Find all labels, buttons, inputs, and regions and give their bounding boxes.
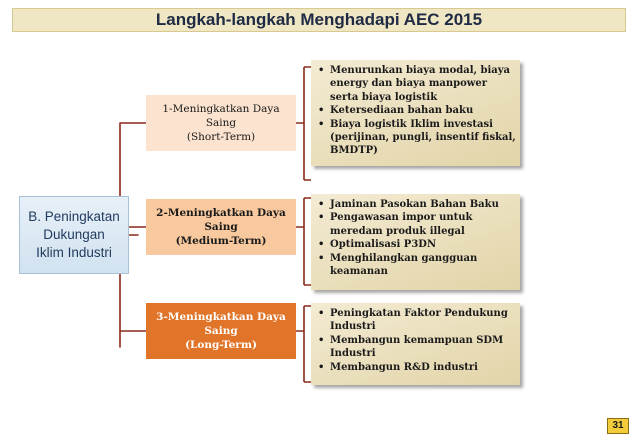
- step-box-long-term: [146, 303, 296, 359]
- page-number-badge: [607, 418, 629, 434]
- root-line: B. Peningkatan: [28, 209, 120, 224]
- list-item: [317, 334, 516, 361]
- bullet-icon: •: [318, 65, 325, 76]
- bullet-list: [317, 198, 516, 278]
- step-line: Saing: [204, 221, 238, 233]
- bullet-list: [317, 64, 516, 158]
- page-title: Langkah-langkah Menghadapi AEC 2015: [155, 10, 483, 29]
- step-line: 3-Meningkatkan Daya: [156, 311, 286, 323]
- list-item-text: Membangun R&D industri: [330, 361, 478, 373]
- bullet-icon: •: [318, 212, 325, 224]
- connector-step3-to-list: [296, 306, 311, 382]
- list-item: [317, 238, 516, 251]
- list-item-text: Optimalisasi P3DN: [330, 239, 437, 251]
- step-line: (Medium-Term): [175, 235, 267, 247]
- step-line: (Long-Term): [185, 339, 257, 351]
- list-item-text: Biaya logistik Iklim investasi (perijinan, pungli, insentif fiskal, BMDTP): [330, 118, 516, 157]
- bullet-icon: •: [318, 252, 325, 264]
- list-item-text: Jaminan Pasokan Bahan Baku: [330, 199, 499, 210]
- list-item: [317, 104, 516, 117]
- page-number: 31: [612, 420, 624, 431]
- bullet-icon: •: [318, 308, 325, 319]
- step-box-medium-term: [146, 199, 296, 255]
- list-item: [317, 198, 516, 211]
- bullet-icon: •: [318, 118, 325, 130]
- list-item-text: Peningkatan Faktor Pendukung Industri: [330, 308, 508, 333]
- list-item-text: Pengawasan impor untuk meredam produk illegal: [330, 212, 473, 237]
- list-item: [317, 211, 516, 238]
- step-line: 1-Meningkatkan Daya: [162, 103, 280, 115]
- list-item-text: Membangun kemampuan SDM Industri: [330, 334, 504, 360]
- list-item-text: Menghilangkan gangguan keamanan: [330, 252, 478, 278]
- list-item-text: Ketersediaan bahan baku: [330, 105, 474, 117]
- root-line: Dukungan: [43, 227, 105, 242]
- bullet-list: [317, 307, 516, 374]
- list-item: [317, 307, 516, 334]
- connector-step1-to-list: [296, 67, 311, 180]
- actions-box-short-term: [311, 60, 520, 166]
- root-line: Iklim Industri: [36, 245, 112, 260]
- step-line: (Short-Term): [186, 131, 256, 143]
- bullet-icon: •: [318, 334, 325, 346]
- step-box-short-term: [146, 95, 296, 151]
- list-item: [317, 252, 516, 279]
- list-item: [317, 361, 516, 374]
- step-line: Saing: [205, 117, 237, 129]
- root-box: [19, 196, 129, 274]
- list-item: [317, 118, 516, 158]
- bullet-icon: •: [318, 105, 325, 117]
- step-line: Saing: [204, 325, 238, 337]
- actions-box-long-term: [311, 303, 520, 385]
- connector-step2-to-list: [296, 198, 311, 285]
- bullet-icon: •: [318, 361, 325, 373]
- bullet-icon: •: [318, 239, 325, 251]
- list-item: [317, 64, 516, 104]
- step-line: 2-Meningkatkan Daya: [156, 207, 286, 219]
- bullet-icon: •: [318, 199, 325, 210]
- actions-box-medium-term: [311, 194, 520, 290]
- list-item-text: Menurunkan biaya modal, biaya energy dan biaya manpower serta biaya logistik: [330, 65, 511, 103]
